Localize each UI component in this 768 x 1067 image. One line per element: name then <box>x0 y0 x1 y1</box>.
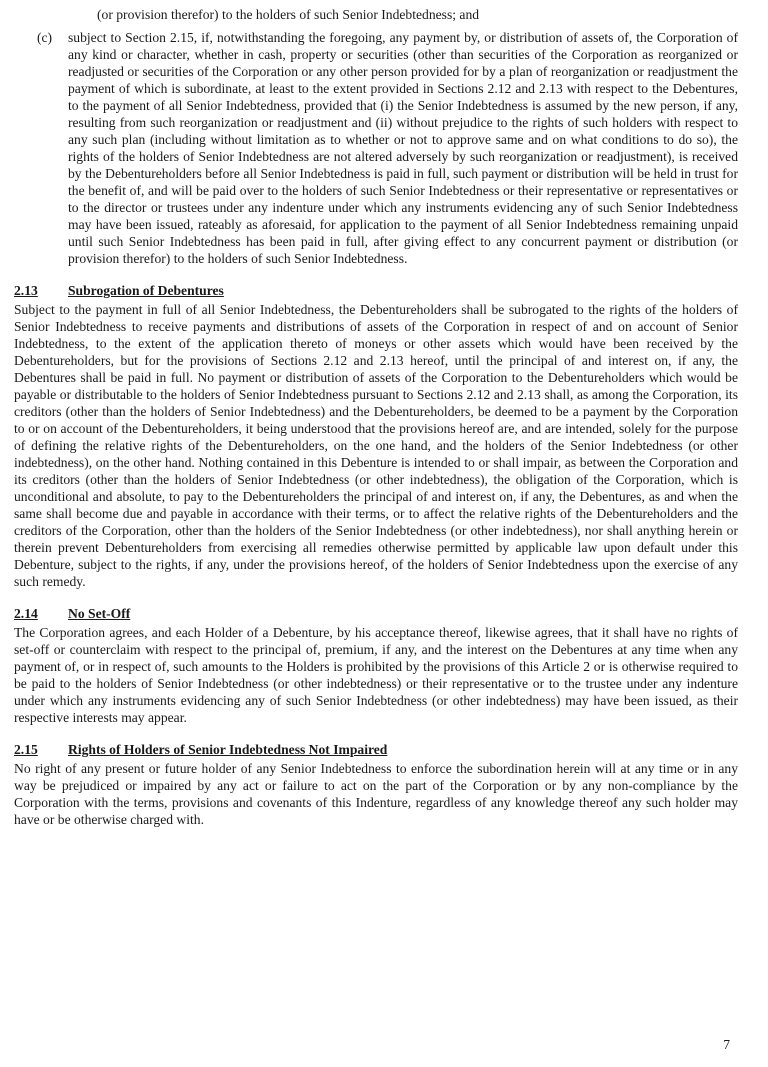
continuation-text: (or provision therefor) to the holders of such Senior Indebtedness; and <box>97 7 480 22</box>
section-number: 2.13 <box>14 283 38 298</box>
section-body: The Corporation agrees, and each Holder of a Debenture, by his acceptance thereof, likewise agrees, that it shall have no rights of set-off or counterclaim with respect to the principal of, premium, if any, and the interest on the Debentures at any time when any payment of, or in respect of, such amounts to the Holders is prohibited by the provisions of this Article 2 or is otherwise required to be paid to the holders of Senior Indebtedness (or other indebtedness) or their representative or to the trustee under any indenture under which any instruments evidencing any of such Senior Indebtedness (or other indebtedness) may have been issued, as their respective interests may appear. <box>14 625 738 725</box>
section-title: No Set-Off <box>68 606 131 621</box>
section-title: Rights of Holders of Senior Indebtedness Not Impaired <box>68 742 388 757</box>
page-number: 7 <box>723 1037 730 1052</box>
section-heading <box>14 741 738 758</box>
section-body: No right of any present or future holder of any Senior Indebtedness to enforce the subordination herein will at any time or in any way be prejudiced or impaired by any act or failure to act on the part of the Corporation or by any non-compliance by the Corporation with the terms, provisions and covenants of this Indenture, regardless of any knowledge thereof any such holder may have or be otherwise charged with. <box>14 761 738 827</box>
section-2-15 <box>14 741 738 828</box>
list-item-text: subject to Section 2.15, if, notwithstanding the foregoing, any payment by, or distribution of assets of, the Corporation of any kind or character, whether in cash, property or securities (other than securities of the Corporation as reorganized or readjusted or securities of the Corporation or any other person provided for by a plan of reorganization or readjustment the payment of which is subordinate, at least to the extent provided in Sections 2.12 and 2.13 with respect to the Debentures, to the payment of all Senior Indebtedness, provided that (i) the Senior Indebtedness is assumed by the new person, if any, resulting from such reorganization or readjustment and (ii) without prejudice to the rights of such holders with respect to any such plan (including without limitation as to whether or not to approve same and on what conditions to do so), the rights of the holders of Senior Indebtedness are not altered adversely by such reorganization or readjustment), is received by the Debentureholders before all Senior Indebtedness is paid in full, such payment or distribution will be held in trust for the benefit of, and will be paid over to the holders of such Senior Indebtedness or their representative or representatives or to the director or trustees under any indenture under which any instruments evidencing any of such Senior Indebtedness may have been issued, rateably as aforesaid, for application to the payment of all Senior Indebtedness remaining unpaid until such Senior Indebtedness has been paid in full, after giving effect to any concurrent payment or distribution (or provision therefor) to the holders of such Senior Indebtedness. <box>68 30 738 266</box>
section-2-13 <box>14 282 738 590</box>
section-title: Subrogation of Debentures <box>68 283 224 298</box>
section-number: 2.14 <box>14 606 38 621</box>
section-body: Subject to the payment in full of all Senior Indebtedness, the Debentureholders shall be subrogated to the rights of the holders of Senior Indebtedness to receive payments and distributions of assets of the Corporation in respect of and on account of Senior Indebtedness, to the extent of the application thereto of moneys or other assets which would have been received by the Debentureholders, but for the provisions of Sections 2.12 and 2.13 hereof, until the principal of and interest on, if any, the Debentures shall be paid in full. No payment or distribution of assets of the Corporation to the Debentureholders which would be payable or distributable to the holders of Senior Indebtedness pursuant to Sections 2.12 and 2.13 shall, as among the Corporation, its creditors (other than the holders of Senior Indebtedness) and the Debentureholders, be deemed to be a payment by the Corporation to or on account of the Debentureholders, it being understood that the provisions hereof are, and are intended, solely for the purpose of defining the relative rights of the Debentureholders, on the one hand, and the holders of the Senior Indebtedness (or other indebtedness), on the other hand. Nothing contained in this Debenture is intended to or shall impair, as between the Corporation and its creditors (other than the holders of Senior Indebtedness (or other indebtedness), the obligation of the Corporation, which is unconditional and absolute, to pay to the Debentureholders the principal of and interest on, if any, the Debentures, as and when the same shall become due and payable in accordance with their terms, or to affect the relative rights of the Debentureholders and the creditors of the Corporation, other than the holders of the Senior Indebtedness (or other indebtedness), nor shall anything herein or therein prevent Debentureholders from exercising all remedies otherwise permitted by applicable law upon default under this Debenture, subject to the rights, if any, under the provisions hereof, of the holders of Senior Indebtedness upon the exercise of any such remedy. <box>14 302 738 589</box>
section-number: 2.15 <box>14 742 38 757</box>
section-2-14 <box>14 605 738 726</box>
section-heading <box>14 605 738 622</box>
list-item-c <box>14 29 738 267</box>
section-heading <box>14 282 738 299</box>
list-item-marker: (c) <box>37 30 53 45</box>
